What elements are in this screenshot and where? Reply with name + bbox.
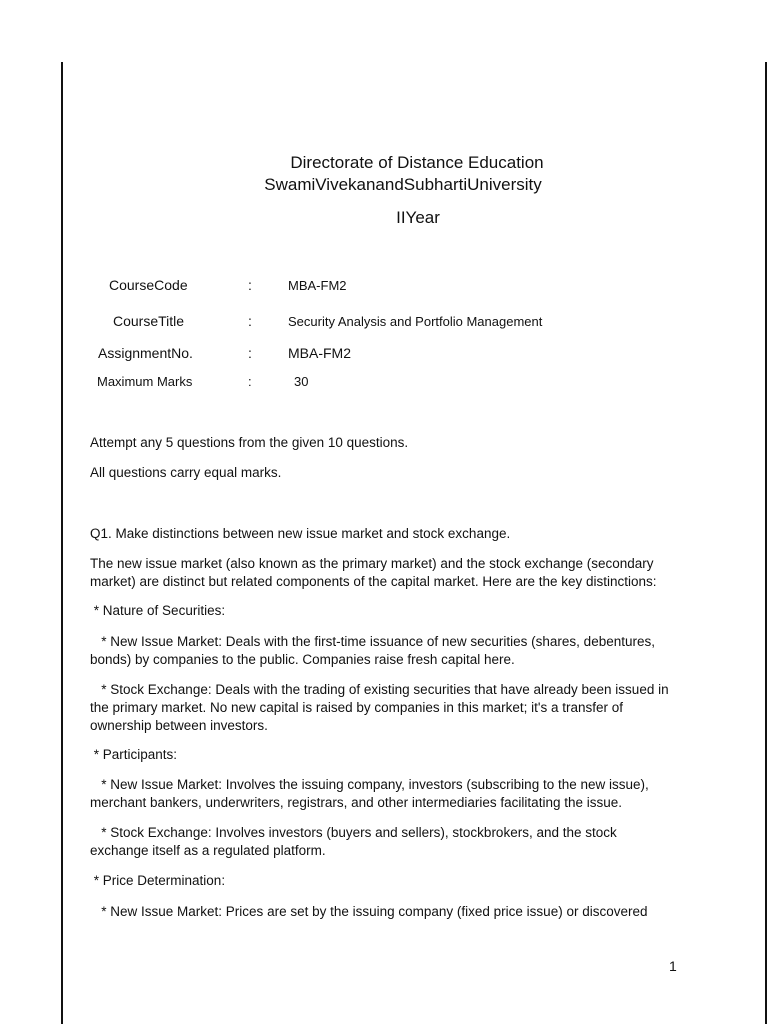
- body-paragraph: The new issue market (also known as the primary market) and the stock exchange (secondary market) are distinct but related components of the capital market. Here are the key distinctions:: [90, 556, 658, 589]
- info-value: 30: [294, 374, 309, 389]
- body-paragraph: * New Issue Market: Prices are set by the issuing company (fixed price issue) or discovered: [90, 904, 648, 919]
- page-border-left: [61, 62, 63, 1024]
- page-border-right: [765, 62, 767, 1024]
- instruction-line: All questions carry equal marks.: [90, 465, 282, 480]
- info-label: CourseTitle: [113, 313, 185, 329]
- info-label: Maximum Marks: [97, 374, 193, 389]
- instruction-line: Attempt any 5 questions from the given 10 questions.: [90, 435, 409, 450]
- body-paragraph: * New Issue Market: Involves the issuing company, investors (subscribing to the new issue), merchant bankers, underwriters, registrars, and other intermediaries facilitating the issue.: [90, 777, 653, 810]
- info-label: AssignmentNo.: [98, 345, 193, 361]
- info-colon: :: [248, 345, 252, 361]
- info-label: CourseCode: [109, 277, 188, 293]
- info-value: Security Analysis and Portfolio Management: [288, 314, 543, 329]
- body-paragraph: * New Issue Market: Deals with the first-time issuance of new securities (shares, debentures, bonds) by companies to the public. Companies raise fresh capital here.: [90, 634, 659, 667]
- info-colon: :: [248, 313, 252, 329]
- body-paragraph: * Stock Exchange: Deals with the trading of existing securities that have already been issued in the primary market. No new capital is raised by companies in this market; it's a transfer of ownership between investors.: [90, 682, 673, 733]
- page-number: 1: [669, 958, 677, 974]
- info-colon: :: [248, 374, 252, 389]
- bullet-heading: * Nature of Securities:: [90, 603, 226, 618]
- question-heading: Q1. Make distinctions between new issue market and stock exchange.: [90, 526, 511, 541]
- bullet-heading: * Participants:: [90, 747, 178, 762]
- bullet-heading: * Price Determination:: [90, 873, 226, 888]
- info-value: MBA-FM2: [288, 345, 351, 361]
- body-paragraph: * Stock Exchange: Involves investors (buyers and sellers), stockbrokers, and the stock exchange itself as a regulated platform.: [90, 825, 621, 858]
- info-value: MBA-FM2: [288, 278, 347, 293]
- header-directorate: Directorate of Distance Education: [290, 153, 544, 172]
- info-colon: :: [248, 277, 252, 293]
- header-university: SwamiVivekanandSubhartiUniversity: [264, 175, 542, 194]
- header-year: IIYear: [396, 208, 440, 227]
